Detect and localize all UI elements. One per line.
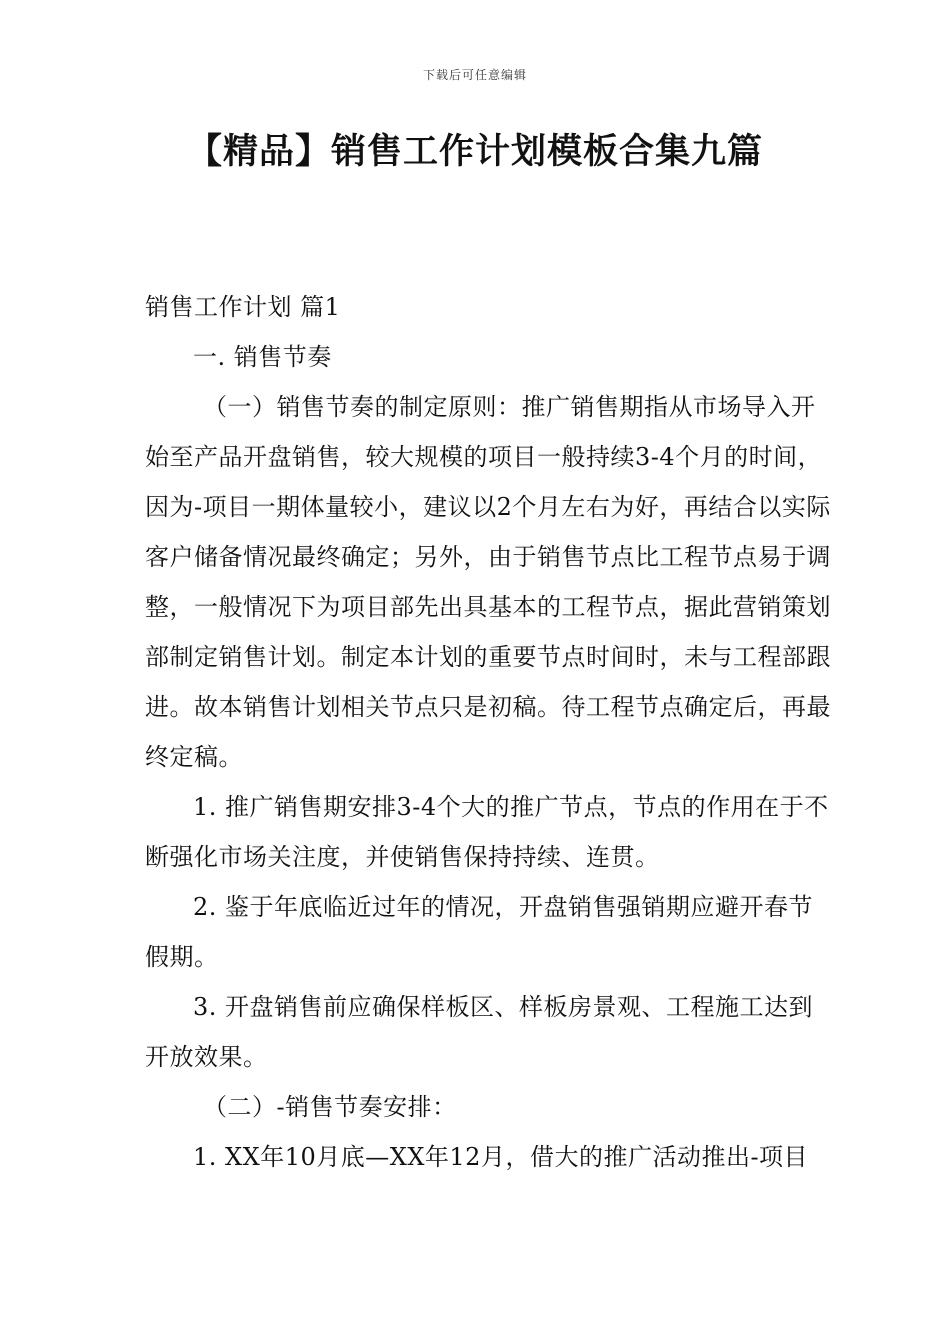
document-body xyxy=(145,282,835,1182)
list-item: 1. 推广销售期安排3-4个大的推广节点，节点的作用在于不断强化市场关注度，并使销售保持持续、连贯。 xyxy=(145,793,829,871)
body-paragraph: （一）销售节奏的制定原则：推广销售期指从市场导入开始至产品开盘销售，较大规模的项目一般持续3-4个月的时间，因为-项目一期体量较小，建议以2个月左右为好，再结合以实际客户储备情况最终确定；另外，由于销售节点比工程节点易于调整，一般情况下为项目部先出具基本的工程节点，据此营销策划部制定销售计划。制定本计划的重要节点时间时，未与工程部跟进。故本销售计划相关节点只是初稿。待工程节点确定后，再最终定稿。 xyxy=(145,393,831,771)
list-item: 2. 鉴于年底临近过年的情况，开盘销售强销期应避开春节假期。 xyxy=(145,893,814,971)
list-item: 3. 开盘销售前应确保样板区、样板房景观、工程施工达到开放效果。 xyxy=(145,993,814,1071)
subsection-heading: （二）-销售节奏安排： xyxy=(203,1093,457,1121)
header-note: 下载后可任意编辑 xyxy=(422,68,527,82)
subsection-heading: 一. 销售节奏 xyxy=(193,343,332,371)
section-heading: 销售工作计划 篇1 xyxy=(145,293,341,321)
list-item: 1. XX年10月底—XX年12月，借大的推广活动推出-项目 xyxy=(193,1143,809,1171)
document-title: 【精品】销售工作计划模板合集九篇 xyxy=(186,132,763,172)
